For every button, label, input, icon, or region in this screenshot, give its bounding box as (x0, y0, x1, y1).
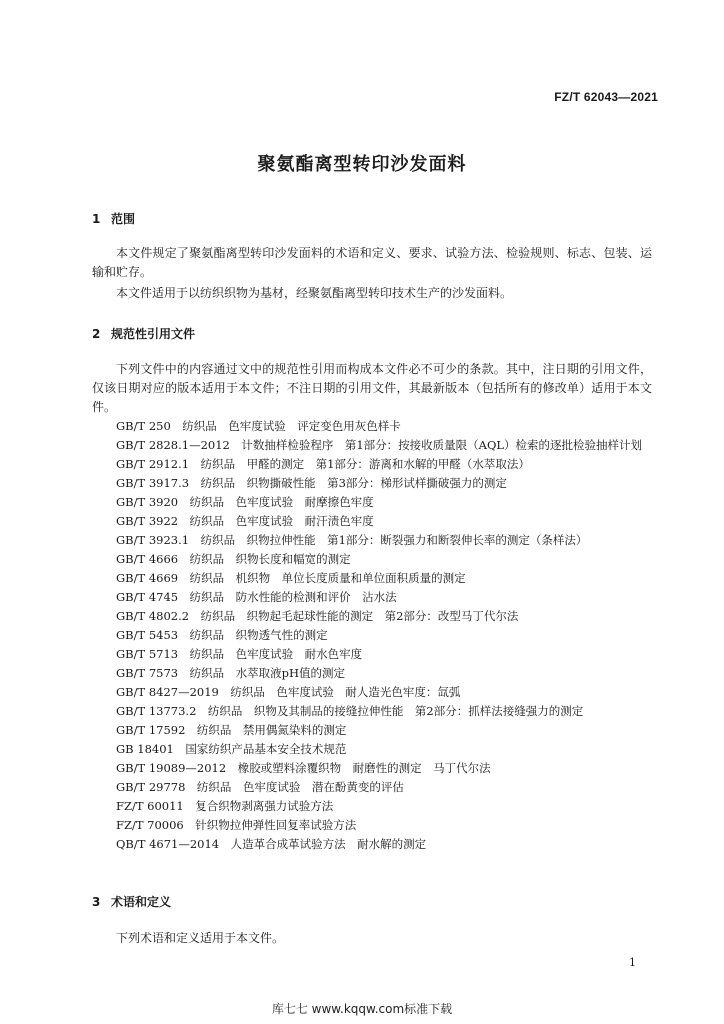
section-1-heading (92, 210, 135, 227)
reference-item: GB/T 2912.1 纺织品 甲醛的测定 第1部分：游离和水解的甲醛（水萃取法） (116, 457, 530, 471)
section-title: 术语和定义 (111, 895, 172, 909)
document-title: 聚氨酯离型转印沙发面料 (257, 154, 467, 175)
reference-item: GB/T 7573 纺织品 水萃取液pH值的测定 (116, 666, 345, 680)
reference-item: GB/T 5713 纺织品 色牢度试验 耐水色牢度 (116, 647, 363, 661)
reference-item: FZ/T 70006 针织物拉伸弹性回复率试验方法 (116, 818, 357, 832)
section-3-paragraph-1: 下列术语和定义适用于本文件。 (116, 931, 285, 945)
section-1-paragraph-1: 本文件规定了聚氨酯离型转印沙发面料的术语和定义、要求、试验方法、检验规则、标志、包装、运输和贮存。 (92, 246, 652, 279)
reference-item: GB 18401 国家纺织产品基本安全技术规范 (116, 742, 347, 756)
section-title: 规范性引用文件 (111, 327, 196, 341)
watermark-text: 库七七 www.kqqw.com标准下载 (271, 1002, 453, 1016)
section-3-heading (92, 893, 171, 910)
page-number: 1 (629, 956, 636, 969)
reference-item: GB/T 250 纺织品 色牢度试验 评定变色用灰色样卡 (116, 419, 401, 433)
reference-item: GB/T 2828.1—2012 计数抽样检验程序 第1部分：按接收质量限（AQL）检索的逐批检验抽样计划 (116, 438, 643, 452)
section-number: 3 (92, 895, 101, 909)
section-2-heading (92, 325, 195, 342)
section-number: 1 (92, 212, 101, 226)
reference-item: GB/T 4802.2 纺织品 织物起毛起球性能的测定 第2部分：改型马丁代尔法 (116, 609, 519, 623)
reference-item: GB/T 3917.3 纺织品 织物撕破性能 第3部分：梯形试样撕破强力的测定 (116, 476, 507, 490)
section-number: 2 (92, 327, 101, 341)
reference-item: GB/T 13773.2 纺织品 织物及其制品的接缝拉伸性能 第2部分：抓样法接缝强力的测定 (116, 704, 584, 718)
reference-item: GB/T 4669 纺织品 机织物 单位长度质量和单位面积质量的测定 (116, 571, 466, 585)
section-title: 范围 (111, 212, 136, 226)
standard-code: FZ/T 62043—2021 (554, 90, 658, 104)
reference-item: GB/T 3923.1 纺织品 织物拉伸性能 第1部分：断裂强力和断裂伸长率的测定（条样法） (116, 533, 588, 547)
reference-item: GB/T 4666 纺织品 织物长度和幅宽的测定 (116, 552, 351, 566)
section-1-paragraph-2: 本文件适用于以纺织织物为基材，经聚氨酯离型转印技术生产的沙发面料。 (116, 286, 513, 300)
reference-item: GB/T 19089—2012 橡胶或塑料涂覆织物 耐磨性的测定 马丁代尔法 (116, 761, 491, 775)
reference-item: GB/T 3920 纺织品 色牢度试验 耐摩擦色牢度 (116, 495, 374, 509)
reference-item: GB/T 17592 纺织品 禁用偶氮染料的测定 (116, 723, 347, 737)
reference-item: GB/T 29778 纺织品 色牢度试验 潜在酚黄变的评估 (116, 780, 404, 794)
reference-item: GB/T 5453 纺织品 织物透气性的测定 (116, 628, 328, 642)
reference-list (92, 417, 652, 854)
section-2-intro: 下列文件中的内容通过文中的规范性引用而构成本文件必不可少的条款。其中，注日期的引用文件，仅该日期对应的版本适用于本文件；不注日期的引用文件，其最新版本（包括所有的修改单）适用于本文件。 (92, 362, 652, 414)
reference-item: GB/T 4745 纺织品 防水性能的检测和评价 沾水法 (116, 590, 397, 604)
reference-item: FZ/T 60011 复合织物剥离强力试验方法 (116, 799, 334, 813)
reference-item: GB/T 3922 纺织品 色牢度试验 耐汗渍色牢度 (116, 514, 374, 528)
reference-item: GB/T 8427—2019 纺织品 色牢度试验 耐人造光色牢度：氙弧 (116, 685, 461, 699)
reference-item: QB/T 4671—2014 人造革合成革试验方法 耐水解的测定 (116, 837, 427, 851)
